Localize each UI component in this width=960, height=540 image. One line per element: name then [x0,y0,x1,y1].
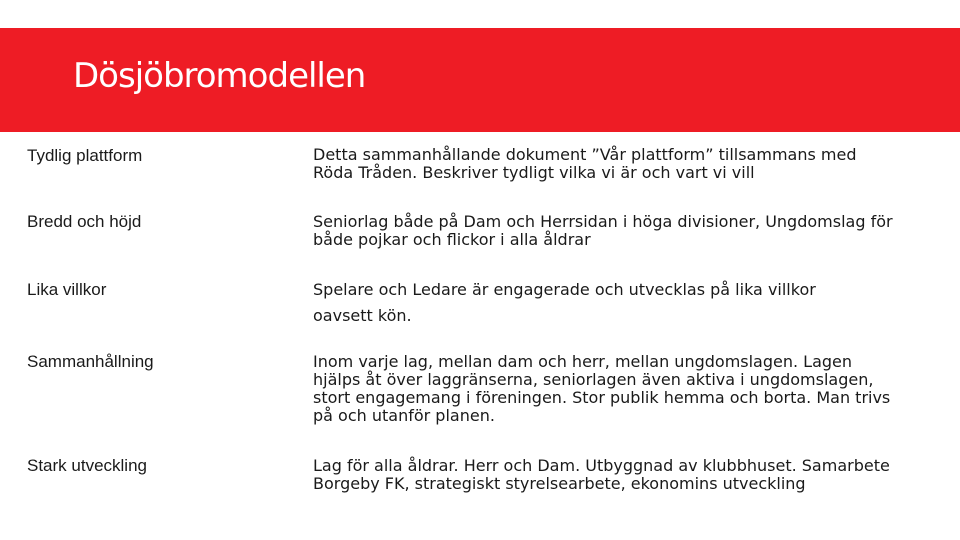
row-label-bredd-och-hojd: Bredd och höjd [27,212,142,231]
description-line: hjälps åt över laggränserna, seniorlagen även aktiva i ungdomslagen, [313,370,874,389]
row-description-lika-villkor [313,277,953,329]
row-label-tydlig-plattform: Tydlig plattform [27,146,143,165]
description-line: på och utanför planen. [313,406,495,425]
description-line: Röda Tråden. Beskriver tydligt vilka vi är och vart vi vill [313,163,755,182]
row-label-lika-villkor: Lika villkor [27,280,107,299]
description-line: Seniorlag både på Dam och Herrsidan i höga divisioner, Ungdomslag för [313,212,893,231]
description-line: oavsett kön. [313,306,412,325]
description-line: stort engagemang i föreningen. Stor publik hemma och borta. Man trivs [313,388,891,407]
description-line: Borgeby FK, strategiskt styrelsearbete, ekonomins utveckling [313,474,806,493]
description-line: både pojkar och flickor i alla åldrar [313,230,591,249]
row-label-stark-utveckling: Stark utveckling [27,456,147,475]
row-description-sammanhallning [313,353,953,425]
description-line: Spelare och Ledare är engagerade och utvecklas på lika villkor [313,280,816,299]
row-description-bredd-och-hojd [313,213,953,249]
description-line: Inom varje lag, mellan dam och herr, mellan ungdomslagen. Lagen [313,352,853,371]
row-label-sammanhallning: Sammanhållning [27,352,154,371]
slide-title: Dösjöbromodellen [73,56,366,96]
row-description-tydlig-plattform [313,146,953,182]
row-description-stark-utveckling [313,457,953,493]
description-line: Detta sammanhållande dokument ”Vår plattform” tillsammans med [313,145,857,164]
description-line: Lag för alla åldrar. Herr och Dam. Utbyggnad av klubbhuset. Samarbete [313,456,890,475]
